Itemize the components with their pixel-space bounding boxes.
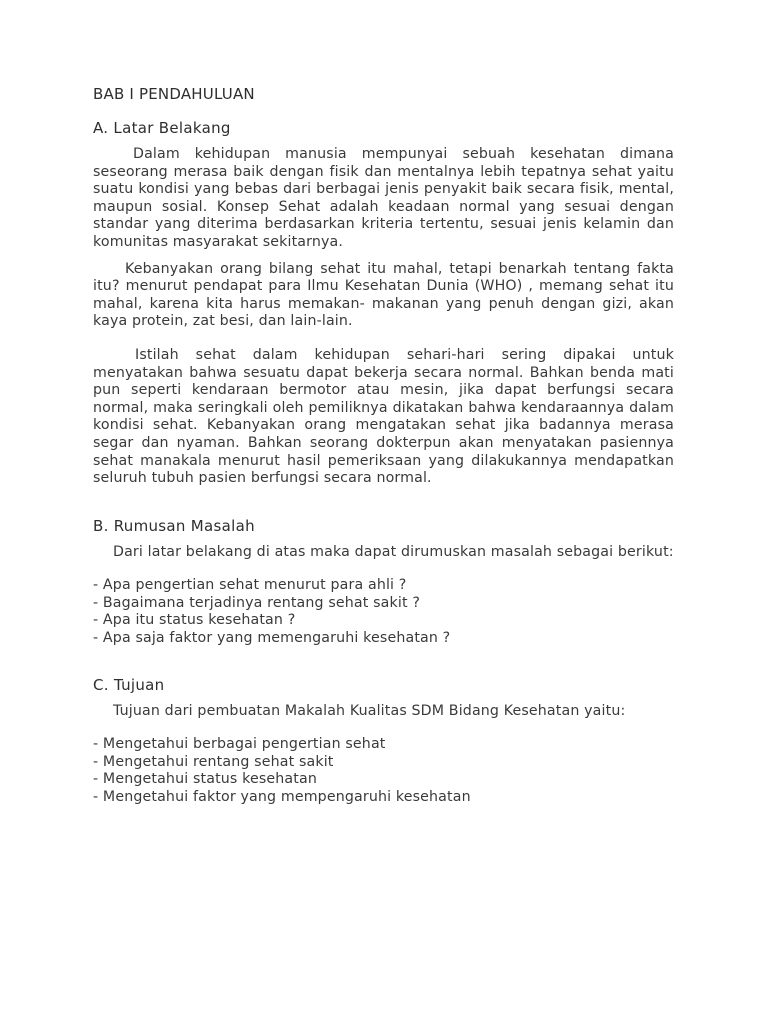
- section-tujuan: [93, 675, 674, 807]
- section-heading-c: C. Tujuan: [93, 675, 165, 694]
- list-item: - Bagaimana terjadinya rentang sehat sakit ?: [93, 594, 421, 611]
- list-item: - Mengetahui berbagai pengertian sehat: [93, 736, 386, 753]
- list-item: - Mengetahui status kesehatan: [93, 771, 317, 788]
- paragraph-a-2: Kebanyakan orang bilang sehat itu mahal, tetapi benarkah tentang fakta itu? menurut pendapat para Ilmu Kesehatan Dunia (WHO) , memang sehat itu mahal, karena kita harus memakan- makanan yang penuh dengan gizi, akan kaya protein, zat besi, dan lain-lain.: [93, 260, 674, 330]
- section-rumusan-masalah: [93, 516, 674, 648]
- document-title: BAB I PENDAHULUAN: [93, 85, 255, 103]
- section-heading-a: A. Latar Belakang: [93, 119, 231, 137]
- list-item: - Apa saja faktor yang memengaruhi kesehatan ?: [93, 630, 451, 647]
- paragraph-c-intro: Tujuan dari pembuatan Makalah Kualitas SDM Bidang Kesehatan yaitu:: [113, 702, 626, 719]
- paragraph-b-intro: Dari latar belakang di atas maka dapat dirumuskan masalah sebagai berikut:: [113, 543, 674, 560]
- section-heading-b: B. Rumusan Masalah: [93, 516, 255, 535]
- document-content: [93, 84, 674, 807]
- list-item: - Apa pengertian sehat menurut para ahli ?: [93, 577, 407, 594]
- section-latar-belakang: [93, 118, 674, 488]
- list-item: - Mengetahui rentang sehat sakit: [93, 753, 334, 770]
- paragraph-a-1: Dalam kehidupan manusia mempunyai sebuah kesehatan dimana seseorang merasa baik dengan fisik dan mentalnya lebih tepatnya sehat yaitu suatu kondisi yang bebas dari berbagai jenis penyakit baik secara fisik, mental, maupun sosial. Konsep Sehat adalah keadaan normal yang sesuai dengan standar yang diterima berdasarkan kriteria tertentu, sesuai jenis kelamin dan komunitas masyarakat sekitarnya.: [93, 146, 674, 250]
- list-item: - Mengetahui faktor yang mempengaruhi kesehatan: [93, 789, 471, 806]
- paragraph-a-3: Istilah sehat dalam kehidupan sehari-hari sering dipakai untuk menyatakan bahwa sesuatu dapat bekerja secara normal. Bahkan benda mati pun seperti kendaraan bermotor atau mesin, jika dapat berfungsi secara normal, maka seringkali oleh pemiliknya dikatakan bahwa kendaraannya dalam kondisi sehat. Kebanyakan orang mengatakan sehat jika badannya merasa segar dan nyaman. Bahkan seorang dokterpun akan menyatakan pasiennya sehat manakala menurut hasil pemeriksaan yang dilakukannya mendapatkan seluruh tubuh pasien berfungsi secara normal.: [93, 346, 674, 487]
- tujuan-list: [93, 736, 674, 806]
- list-item: - Apa itu status kesehatan ?: [93, 612, 296, 629]
- rumusan-masalah-list: [93, 577, 674, 647]
